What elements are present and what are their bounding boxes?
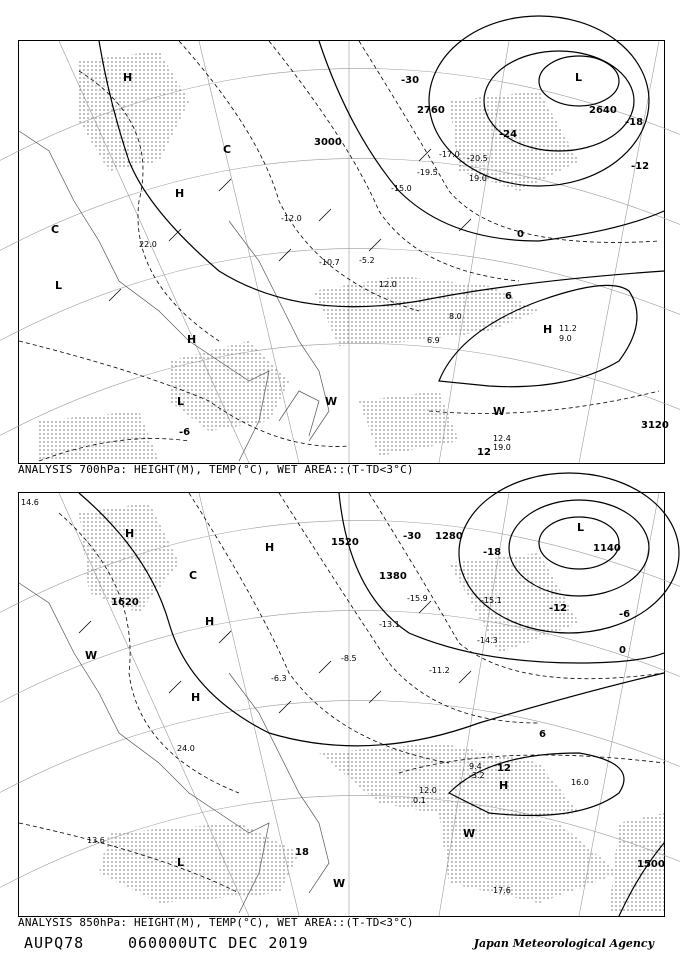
wind-barb: [79, 621, 91, 633]
warm-center: W: [85, 649, 98, 662]
cold-center: C: [51, 223, 60, 236]
wind-barb: [279, 701, 291, 713]
warm-center: W: [325, 395, 338, 408]
warm-center: W: [333, 877, 346, 890]
temp-label: 18: [295, 847, 309, 858]
wet-area: [169, 341, 289, 431]
high-center: H: [175, 187, 185, 200]
station-value: 0.1: [413, 796, 426, 805]
wind-barb: [319, 661, 331, 673]
low-center: L: [177, 395, 185, 408]
temp-label: 0: [619, 645, 626, 656]
height-label: 1520: [331, 537, 359, 548]
wet-area: [79, 51, 189, 171]
station-value: 22.0: [139, 240, 157, 249]
wet-area: [99, 823, 299, 903]
low-center: L: [575, 71, 583, 84]
high-center: H: [543, 323, 553, 336]
high-center: H: [265, 541, 275, 554]
station-value: -3.2: [469, 771, 485, 780]
station-value: 12.4: [493, 434, 511, 443]
station-value: 19.0: [469, 174, 487, 183]
cold-center: C: [189, 569, 198, 582]
temp-label: -6: [619, 609, 631, 620]
station-value: -17.0: [439, 150, 460, 159]
wind-barb: [279, 249, 291, 261]
temp-label: -18: [483, 547, 502, 558]
station-value: -8.5: [341, 654, 357, 663]
height-label: 2760: [417, 105, 445, 116]
low-center: L: [577, 521, 585, 534]
high-center: H: [125, 527, 135, 540]
high-center: H: [191, 691, 201, 704]
station-value: 11.2: [559, 324, 577, 333]
station-value: -14.3: [477, 636, 498, 645]
temp-label: -30: [403, 531, 422, 542]
wet-areas: [79, 503, 664, 913]
station-value: 8.0: [449, 312, 462, 321]
temp-label: 12: [497, 763, 511, 774]
temp-label: 12: [477, 447, 491, 458]
station-value: -6.3: [271, 674, 287, 683]
temp-label: -18: [625, 117, 644, 128]
temp-label: 6: [539, 729, 546, 740]
low-center: L: [177, 856, 185, 869]
height-label: 3000: [314, 137, 342, 148]
wind-barb: [419, 149, 431, 161]
station-value: -10.7: [319, 258, 340, 267]
station-value: 19.0: [493, 443, 511, 452]
height-label: 2640: [589, 105, 617, 116]
high-center: H: [205, 615, 215, 628]
wind-barb: [369, 691, 381, 703]
valid-time: 060000UTC DEC 2019: [128, 934, 309, 952]
temp-label: 6: [505, 291, 512, 302]
product-id: AUPQ78: [24, 934, 85, 952]
station-value: -15.0: [391, 184, 412, 193]
wet-areas: [39, 51, 579, 461]
temp-label: -6: [179, 427, 191, 438]
isotherm: [179, 41, 419, 311]
latitude-line: [0, 610, 680, 703]
wind-barb: [219, 179, 231, 191]
wind-barb: [109, 289, 121, 301]
station-value: 16.0: [571, 778, 589, 787]
warm-center: W: [463, 827, 476, 840]
low-center: L: [55, 279, 63, 292]
high-center: H: [123, 71, 133, 84]
caption-700hpa: ANALYSIS 700hPa: HEIGHT(M), TEMP(°C), WET AREA::(T-TD<3°C): [18, 463, 414, 476]
weather-map-850hpa: [19, 493, 664, 916]
cold-center: C: [223, 143, 232, 156]
station-value: -20.5: [467, 154, 488, 163]
station-value: -19.5: [417, 168, 438, 177]
height-label: 1380: [379, 571, 407, 582]
temp-label: -12: [549, 603, 568, 614]
height-label: 1140: [593, 543, 621, 554]
wind-barb: [459, 219, 471, 231]
station-value: 24.0: [177, 744, 195, 753]
wind-barb: [459, 671, 471, 683]
station-value: 12.0: [419, 786, 437, 795]
height-contour: [509, 500, 649, 596]
height-label: 3120: [641, 420, 669, 431]
high-center: H: [499, 779, 509, 792]
station-value: 9.0: [559, 334, 572, 343]
temp-label: 0: [517, 229, 524, 240]
wet-area: [39, 411, 159, 461]
isotherm: [429, 391, 659, 414]
caption-850hpa: ANALYSIS 850hPa: HEIGHT(M), TEMP(°C), WET AREA::(T-TD<3°C): [18, 916, 414, 929]
station-value: -15.1: [481, 596, 502, 605]
station-value: -5.2: [359, 256, 375, 265]
wind-barb: [169, 229, 181, 241]
station-value: 12.0: [379, 280, 397, 289]
wind-barb: [169, 681, 181, 693]
wind-barb: [319, 209, 331, 221]
temp-label: -24: [499, 129, 518, 140]
high-center: H: [187, 333, 197, 346]
height-label: 1620: [111, 597, 139, 608]
wind-barb: [219, 631, 231, 643]
warm-center: W: [493, 405, 506, 418]
station-value: 9.4: [469, 762, 482, 771]
station-value: 14.6: [21, 498, 39, 507]
agency-name: Japan Meteorological Agency: [473, 937, 654, 950]
station-value: -13.1: [379, 620, 400, 629]
station-value: 6.9: [427, 336, 440, 345]
height-label: 1500: [637, 859, 665, 870]
coastline-segment: [279, 391, 319, 436]
station-value: -15.9: [407, 594, 428, 603]
weather-map-700hpa: [19, 41, 669, 463]
wind-barb: [369, 239, 381, 251]
station-value: 17.6: [493, 886, 511, 895]
station-value: -12.0: [281, 214, 302, 223]
station-value: 13.6: [87, 836, 105, 845]
map-panel-850hpa: [18, 492, 665, 917]
wet-area: [359, 391, 459, 456]
temp-label: -12: [631, 161, 650, 172]
wind-barbs: [79, 601, 471, 713]
station-value: -11.2: [429, 666, 450, 675]
height-label: 1280: [435, 531, 463, 542]
temp-label: -30: [401, 75, 420, 86]
map-panel-700hpa: [18, 40, 669, 464]
latitude-line: [0, 158, 680, 251]
